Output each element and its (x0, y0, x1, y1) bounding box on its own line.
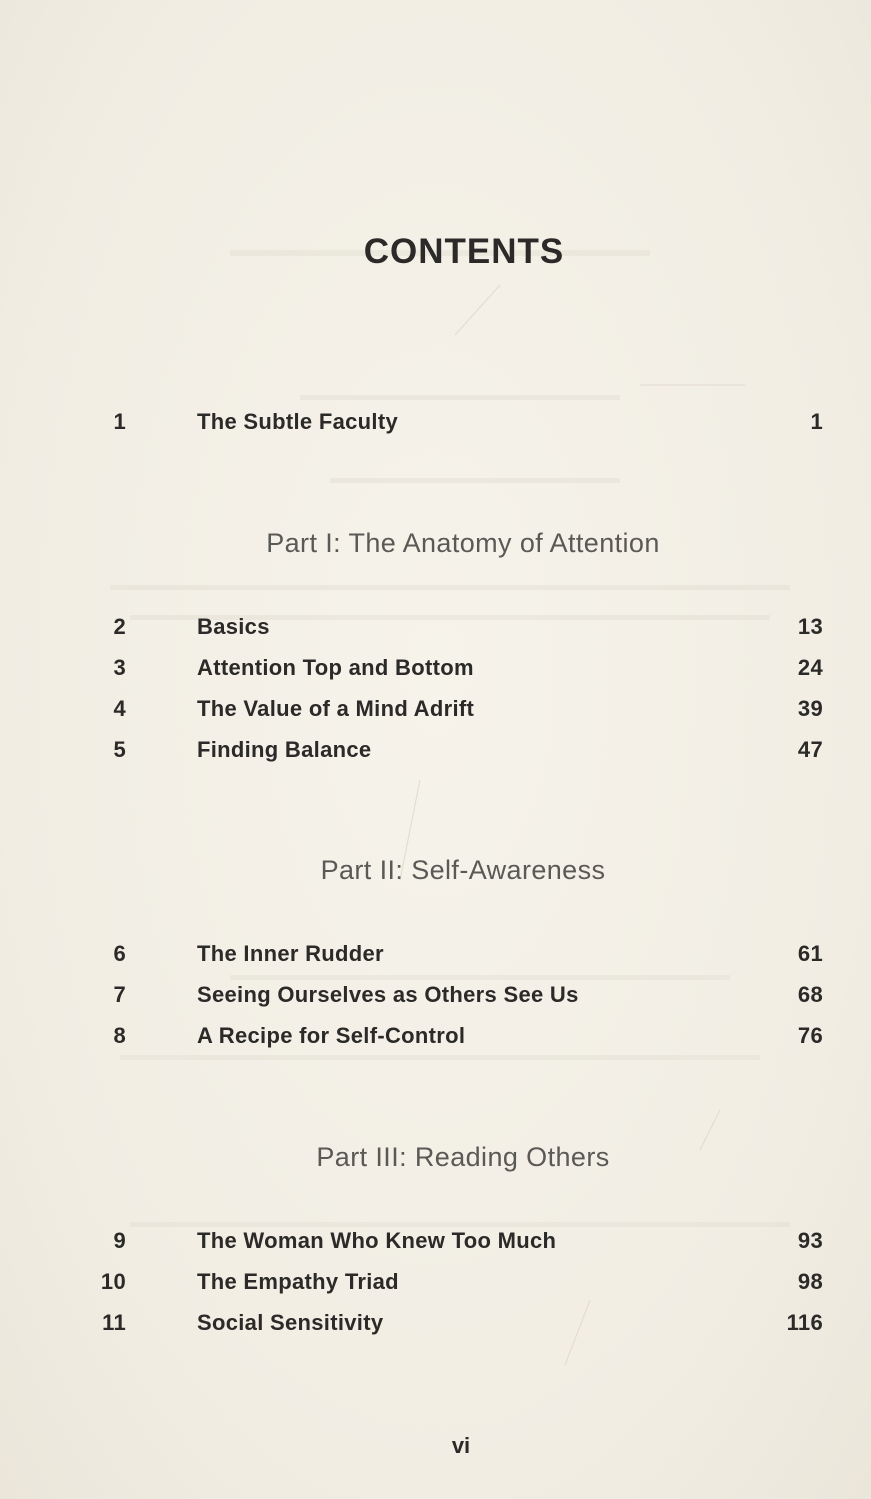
toc-entry[interactable] (0, 1310, 871, 1340)
chapter-title: The Subtle Faculty (197, 409, 398, 434)
chapter-number: 8 (113, 1023, 126, 1048)
toc-entry[interactable] (0, 1228, 871, 1258)
page-folio: vi (451, 1433, 471, 1458)
toc-entry[interactable] (0, 1023, 871, 1053)
page-number: 39 (797, 696, 823, 721)
chapter-title: The Woman Who Knew Too Much (197, 1228, 557, 1253)
chapter-title: The Inner Rudder (197, 941, 384, 966)
page-number: 93 (797, 1228, 823, 1253)
toc-entry[interactable] (0, 614, 871, 644)
toc-entry[interactable] (0, 1269, 871, 1299)
chapter-number: 4 (113, 696, 126, 721)
page-number: 76 (797, 1023, 823, 1048)
page-number: 98 (797, 1269, 823, 1294)
chapter-title: Attention Top and Bottom (197, 655, 474, 680)
chapter-number: 10 (100, 1269, 126, 1294)
toc-entry[interactable] (0, 655, 871, 685)
page-number: 13 (797, 614, 823, 639)
toc-entry[interactable] (0, 941, 871, 971)
part-heading: Part III: Reading Others (316, 1142, 610, 1172)
page-number: 116 (786, 1310, 823, 1335)
page-number: 47 (797, 737, 823, 762)
chapter-number: 3 (113, 655, 126, 680)
chapter-title: Finding Balance (197, 737, 372, 762)
toc-entry[interactable] (0, 409, 871, 439)
page-number: 68 (797, 982, 823, 1007)
chapter-number: 7 (113, 982, 126, 1007)
page-number: 61 (797, 941, 823, 966)
page-number: 1 (810, 409, 823, 434)
chapter-number: 1 (113, 409, 126, 434)
chapter-title: A Recipe for Self-Control (197, 1023, 466, 1048)
chapter-title: Basics (197, 614, 270, 639)
page-number: 24 (797, 655, 823, 680)
chapter-number: 11 (102, 1310, 126, 1335)
chapter-number: 2 (113, 614, 126, 639)
chapter-title: Seeing Ourselves as Others See Us (197, 982, 579, 1007)
part-heading: Part I: The Anatomy of Attention (266, 528, 660, 558)
part-heading: Part II: Self-Awareness (320, 855, 606, 885)
chapter-title: The Value of a Mind Adrift (197, 696, 475, 721)
chapter-number: 5 (113, 737, 126, 762)
toc-entry[interactable] (0, 737, 871, 767)
chapter-title: The Empathy Triad (197, 1269, 399, 1294)
chapter-number: 9 (113, 1228, 126, 1253)
toc-entry[interactable] (0, 696, 871, 726)
chapter-title: Social Sensitivity (197, 1310, 384, 1335)
chapter-number: 6 (113, 941, 126, 966)
page-title: CONTENTS (363, 232, 565, 271)
toc-entry[interactable] (0, 982, 871, 1012)
